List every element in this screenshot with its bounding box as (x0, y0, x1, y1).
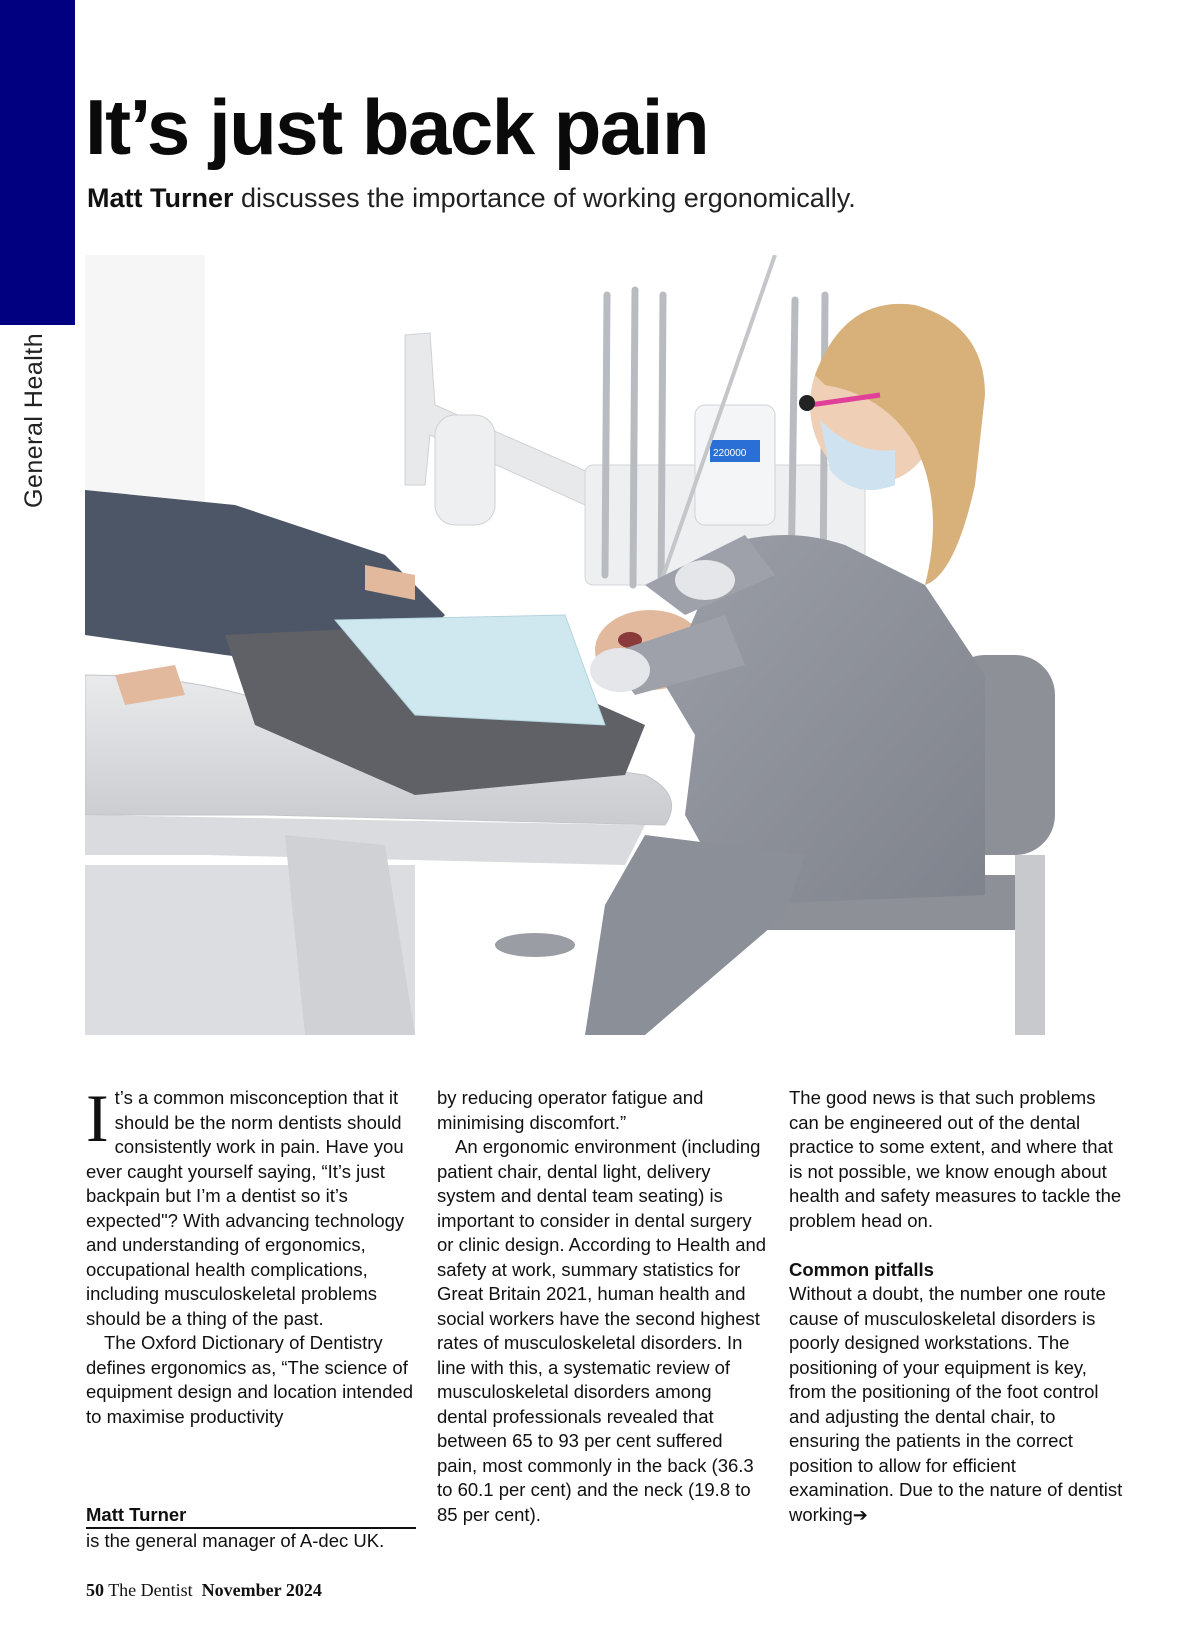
article-column-1 (86, 1080, 416, 1429)
article-title: It’s just back pain (85, 83, 709, 171)
page-footer (86, 1580, 322, 1601)
author-bio: is the general manager of A-dec UK. (86, 1530, 385, 1551)
author-box (86, 1503, 416, 1553)
standfirst-author: Matt Turner (87, 183, 234, 213)
standfirst (87, 183, 856, 214)
drop-cap: I (86, 1080, 109, 1156)
body-paragraph: The Oxford Dictionary of Dentistry defines ergonomics as, “The science of equipment design and location intended to maximise productivity (86, 1332, 414, 1427)
body-text: Without a doubt, the number one route cause of musculoskeletal disorders is poorly designed workstations. The positioning of your equipment is key, from the positioning of the foot control and adjusting the dental chair, to ensuring the patients in the correct position to allow for efficient examination. Due to the nature of dentist working (789, 1283, 1123, 1525)
continue-arrow-icon: ➔ (852, 1504, 868, 1525)
article-photo (85, 255, 1120, 1035)
intro-paragraph (86, 1080, 416, 1331)
intro-text: t’s a common misconception that it should be the norm dentists should consistently work in pain. Have you ever caught yourself saying, “It’s just backpain but I’m a dentist so it’s expected"? With advancing technology and understanding of ergonomics, occupational health complications, including musculoskeletal problems should be a thing of the past. (86, 1087, 405, 1329)
article-column-2 (437, 1086, 767, 1527)
section-label: General Health (20, 332, 48, 508)
body-paragraph: An ergonomic environment (including patient chair, dental light, delivery system and dental team seating) is important to consider in dental surgery or clinic design. According to Health and safety at work, summary statistics for Great Britain 2021, human health and social workers have the second highest rates of musculoskeletal disorders. In line with this, a systematic review of musculoskeletal disorders among dental professionals revealed that between 65 to 93 per cent suffered pain, most commonly in the back (36.3 to 60.1 per cent) and the neck (19.8 to 85 per cent). (437, 1136, 767, 1525)
section-color-block (0, 0, 75, 325)
author-name: Matt Turner (86, 1503, 416, 1529)
standfirst-text: discusses the importance of working ergonomically. (241, 183, 856, 213)
article-column-3 (789, 1086, 1124, 1527)
body-paragraph: The good news is that such problems can be engineered out of the dental practice to some extent, and where that is not possible, we know enough about health and safety measures to tackle the problem head on. (789, 1087, 1122, 1231)
page-number: 50 (86, 1580, 104, 1600)
publication-name: The Dentist (108, 1580, 193, 1600)
subheading: Common pitfalls (789, 1258, 934, 1280)
body-paragraph (789, 1282, 1124, 1527)
unit-display-readout: 220000 (713, 448, 747, 459)
body-paragraph: by reducing operator fatigue and minimising discomfort.” (437, 1087, 704, 1133)
issue-date: November 2024 (201, 1580, 322, 1600)
